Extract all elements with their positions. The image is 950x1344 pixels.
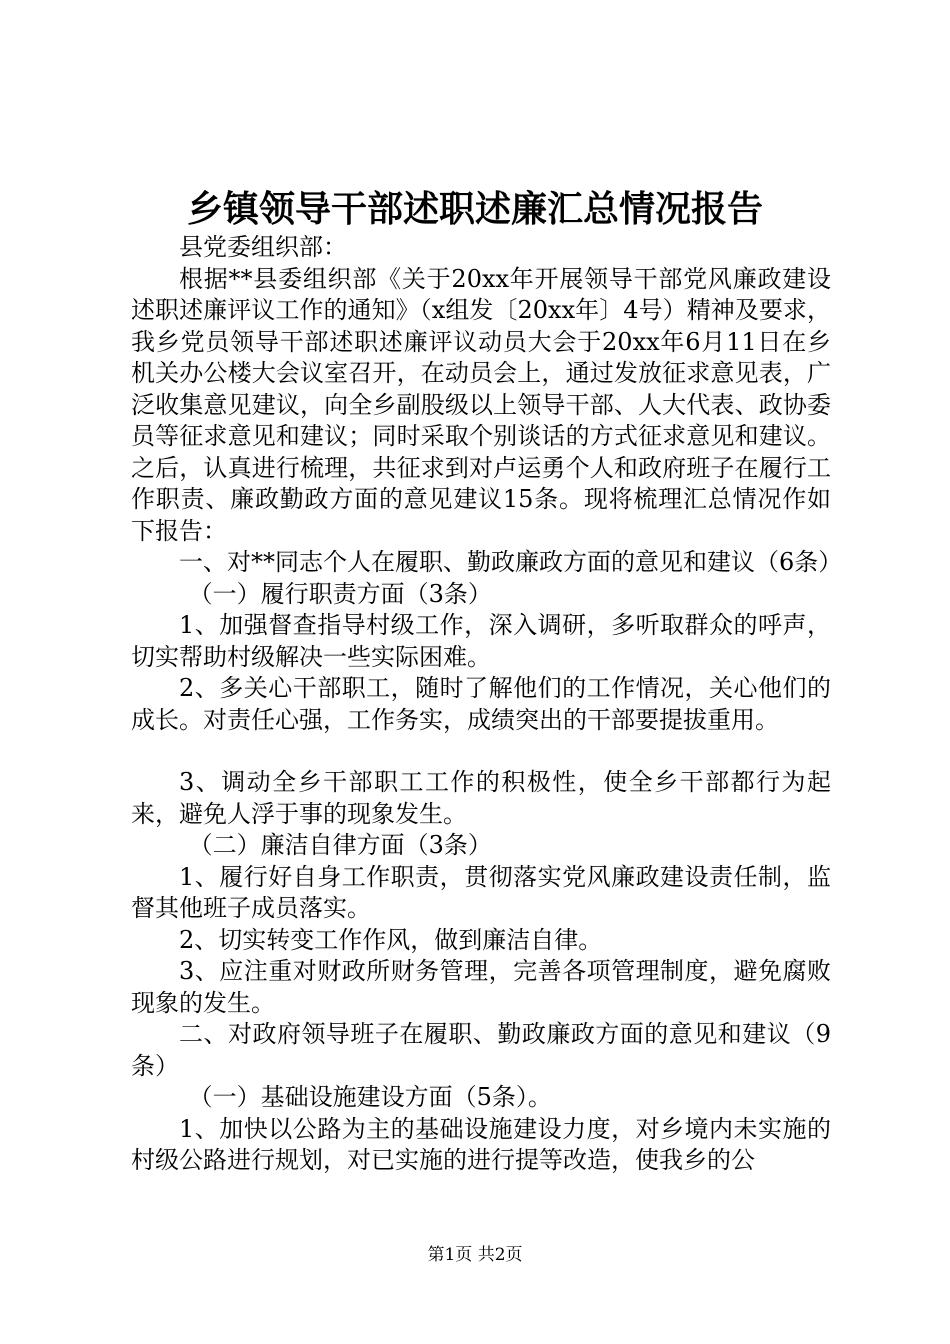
document-body [131, 232, 843, 1177]
subsection-heading-2-1: （一）基础设施建设方面（5条）。 [188, 1083, 552, 1111]
list-item: 2、多关心干部职工，随时了解他们的工作情况，关心他们的成长。对责任心强，工作务实，成绩突出的干部要提拔重用。 [131, 674, 831, 734]
list-item: 2、切实转变工作作风，做到廉洁自律。 [179, 925, 603, 954]
intro-paragraph: 根据**县委组织部《关于20xx年开展领导干部党风廉政建设述职述廉评议工作的通知》（x组发〔20xx年〕4号）精神及要求，我乡党员领导干部述职述廉评议动员大会于20xx年6月11日在乡机关办公楼大会议室召开，在动员会上，通过发放征求意见表，广泛收集意见建议，向全乡副股级以上领导干部、人大代表、政协委员等征求意见和建议；同时采取个别谈话的方式征求意见和建议。之后，认真进行梳理，共征求到对卢运勇个人和政府班子在履行工作职责、廉政勤政方面的意见建议15条。现将梳理汇总情况作如下报告： [131, 264, 831, 545]
subsection-heading-1-1: （一）履行职责方面（3条） [188, 579, 492, 608]
section-heading-2: 二、对政府领导班子在履职、勤政廉政方面的意见和建议（9条） [131, 1020, 831, 1080]
salutation: 县党委组织部： [179, 233, 347, 261]
list-item: 3、调动全乡干部职工工作的积极性，使全乡干部都行为起来，避免人浮于事的现象发生。 [131, 768, 831, 828]
blank-line [131, 736, 831, 767]
list-item: 1、履行好自身工作职责，贯彻落实党风廉政建设责任制，监督其他班子成员落实。 [131, 862, 831, 922]
list-item: 3、应注重对财政所财务管理，完善各项管理制度，避免腐败现象的发生。 [131, 957, 831, 1017]
list-item: 1、加强督查指导村级工作，深入调研，多听取群众的呼声，切实帮助村级解决一些实际困难。 [131, 611, 831, 671]
document-title: 乡镇领导干部述职述廉汇总情况报告 [186, 188, 763, 230]
subsection-heading-1-2: （二）廉洁自律方面（3条） [188, 831, 492, 859]
section-heading-1: 一、对**同志个人在履职、勤政廉政方面的意见和建议（6条） [179, 548, 843, 576]
list-item: 1、加快以公路为主的基础设施建设力度，对乡境内未实施的村级公路进行规划，对已实施的进行提等改造，使我乡的公 [131, 1114, 831, 1174]
page-footer: 第1页 共2页 [427, 1245, 523, 1265]
